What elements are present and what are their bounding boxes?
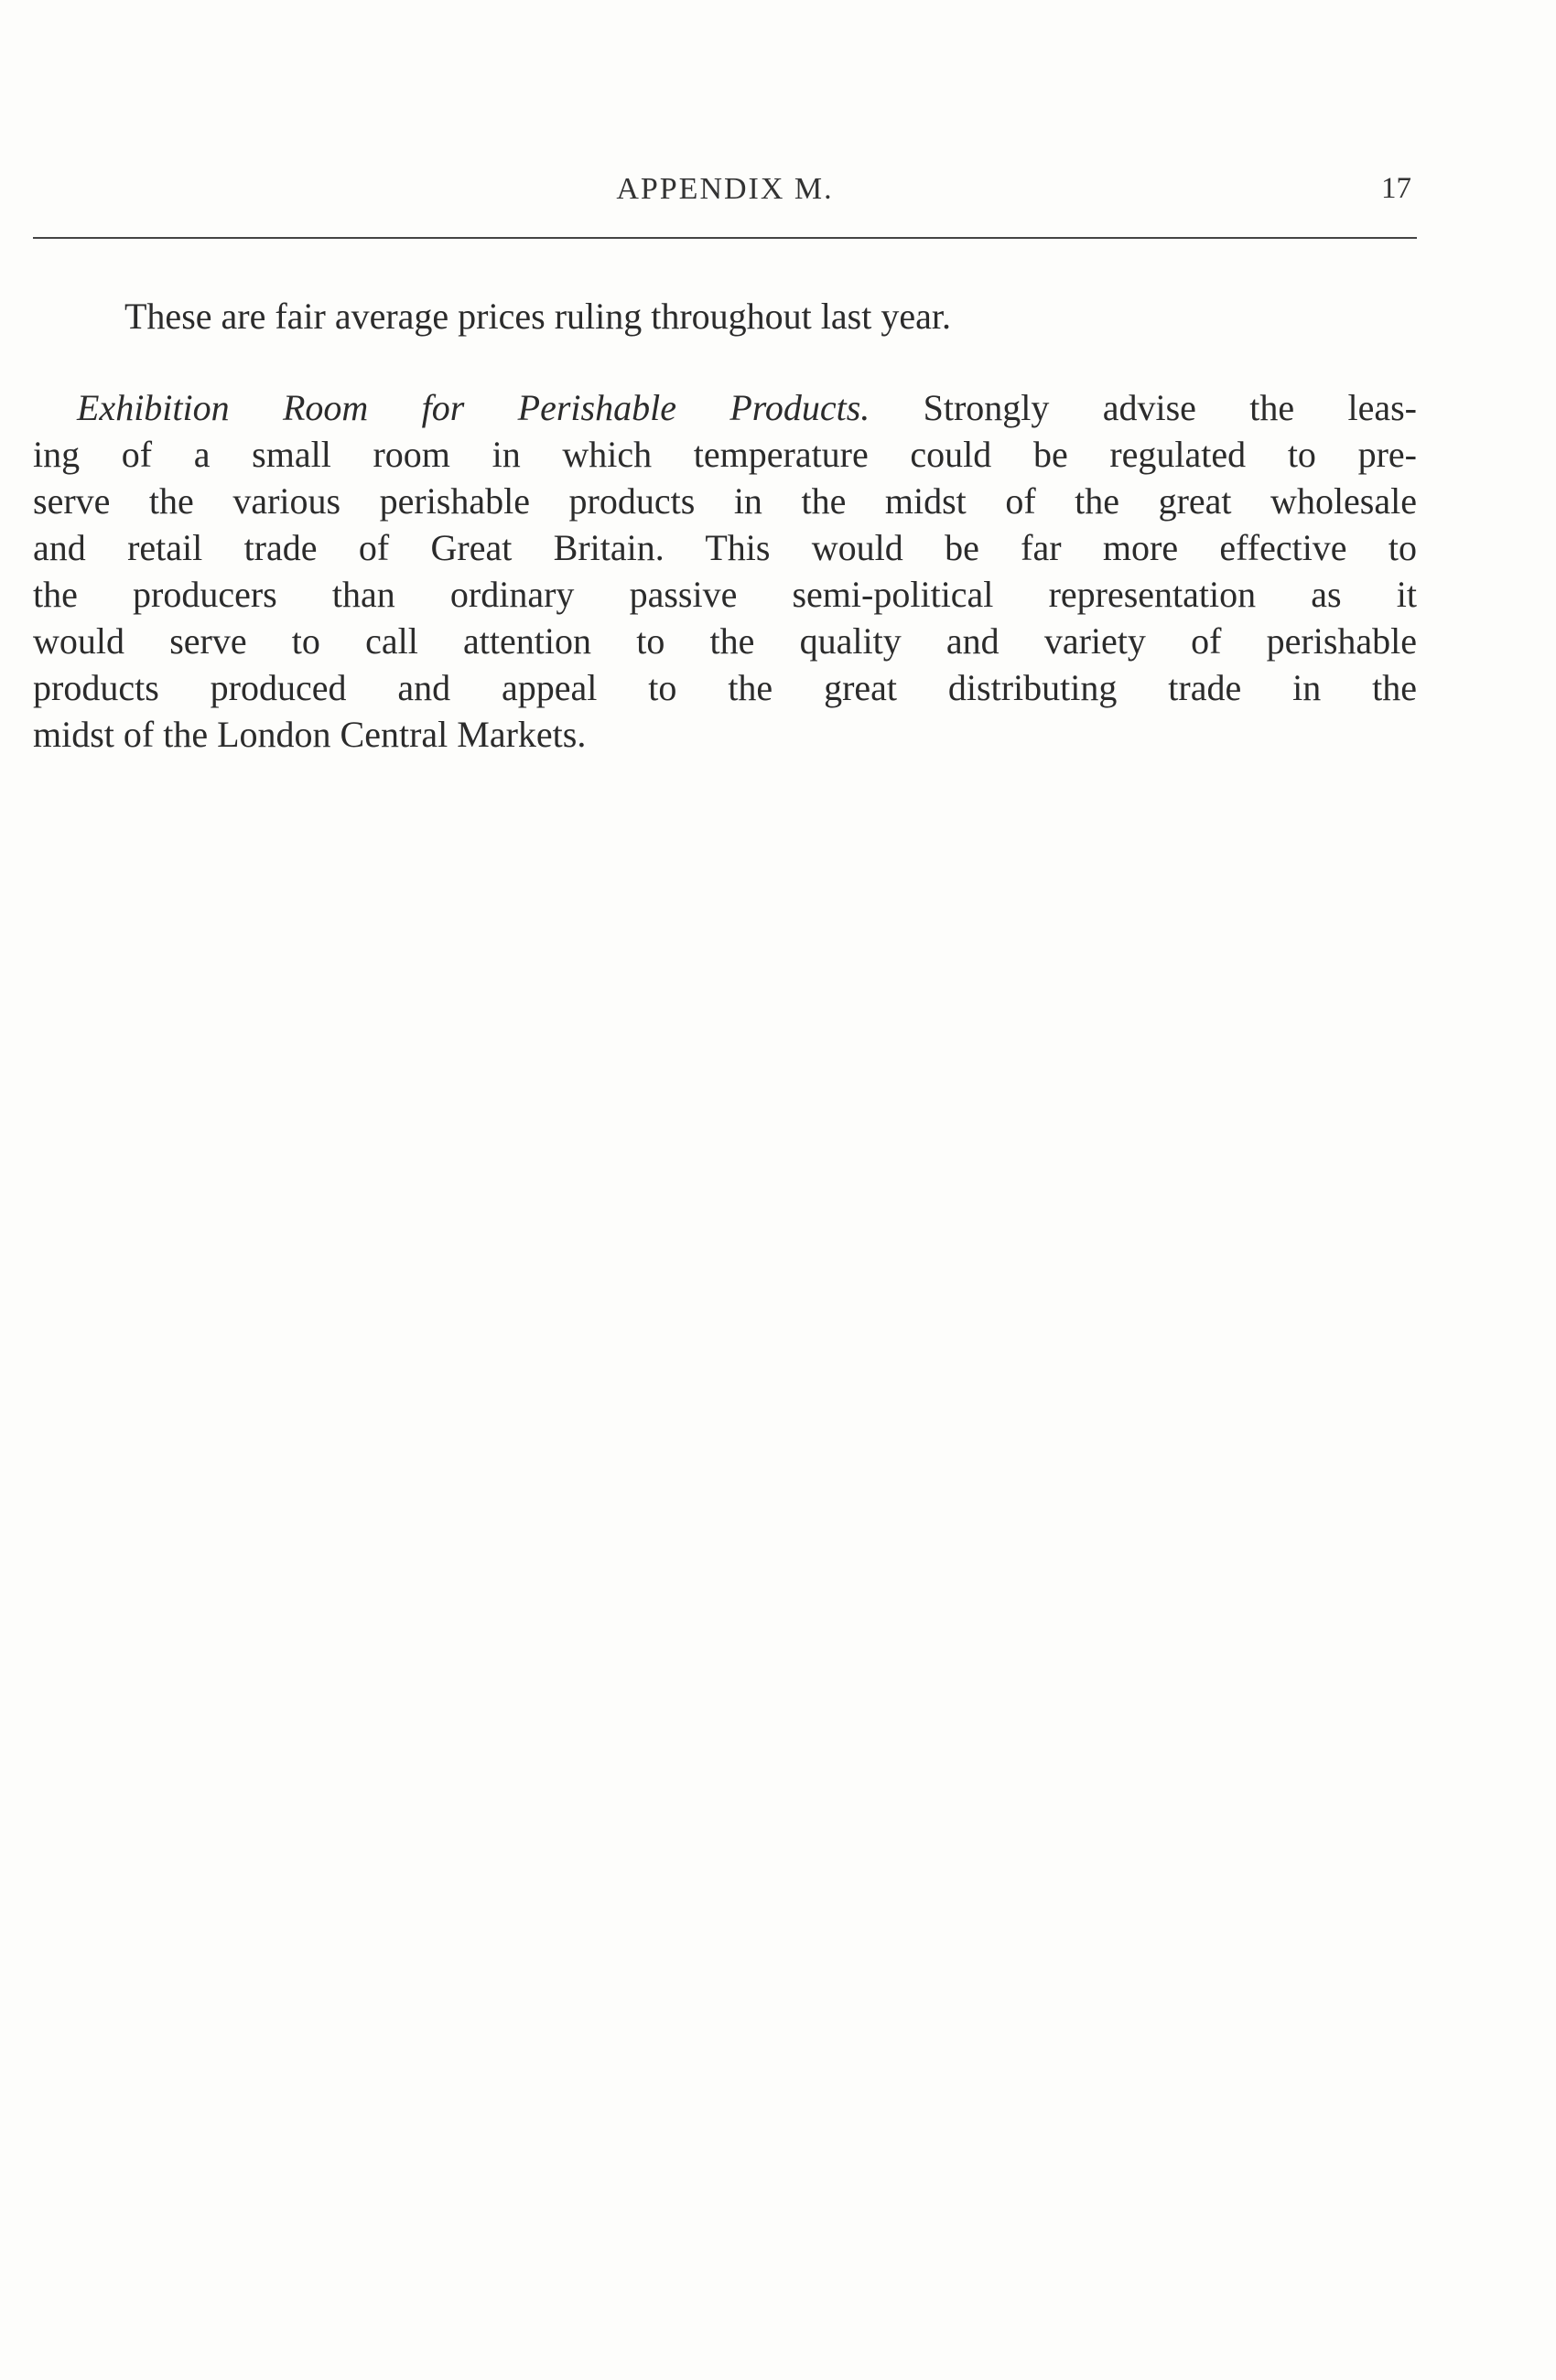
paragraph-line: midst of the London Central Markets. — [33, 714, 587, 755]
paragraph-line-text: Strongly advise the leas- — [923, 387, 1417, 428]
paragraph-line: would serve to call attention to the quality and variety of perishable — [33, 620, 1417, 662]
paragraph-line: products produced and appeal to the great distributing trade in the — [33, 667, 1417, 708]
header-rule — [33, 237, 1417, 239]
paragraph-line: serve the various perishable products in the midst of the great wholesale — [33, 480, 1417, 522]
paragraph-line: the producers than ordinary passive semi-political representation as it — [33, 574, 1417, 615]
paragraph-line: ing of a small room in which temperature could be regulated to pre- — [33, 434, 1417, 475]
running-head — [33, 172, 1417, 212]
section-heading: Exhibition Room for Perishable Products. — [77, 387, 870, 428]
page-number: 17 — [1381, 172, 1411, 205]
paragraph-line: and retail trade of Great Britain. This would be far more effective to — [33, 527, 1417, 568]
paragraph-line — [33, 384, 1417, 431]
paragraph-exhibition-room — [33, 384, 1417, 758]
paragraph-line: These are fair average prices ruling throughout last year. — [124, 296, 951, 337]
page-title: APPENDIX M. — [616, 172, 834, 206]
paragraph-prices — [33, 293, 1417, 339]
